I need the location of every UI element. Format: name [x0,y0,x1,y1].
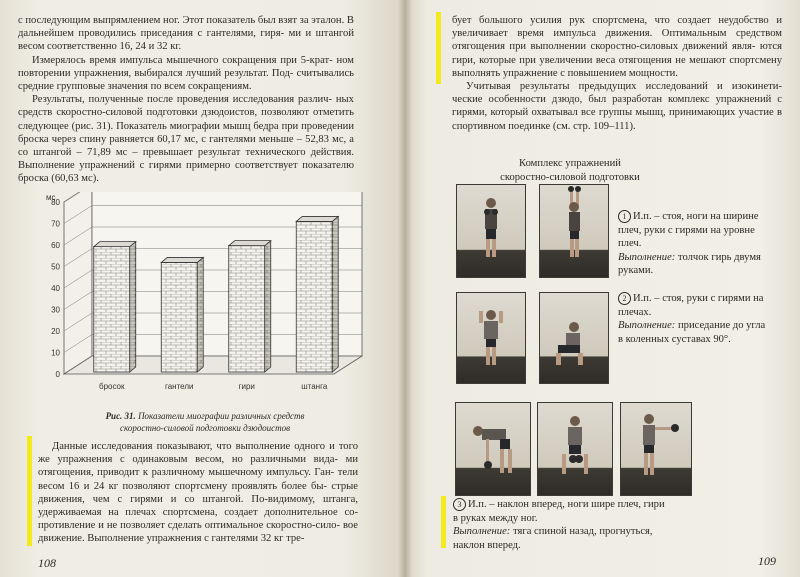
exercise-1-photo-end [539,184,609,278]
exercise-1-photo-start [456,184,526,278]
y-tick-label: 80 [51,198,60,207]
x-category-label: штанга [301,382,328,391]
y-tick-label: 60 [51,241,60,250]
exercise-complex-heading: Комплекс упражнений скоростно-силовой подготовки [500,158,640,183]
chart-bar [161,257,203,372]
myography-bar-chart [36,192,376,404]
x-category-label: бросок [98,382,125,391]
right-paragraph-2: Учитывая результаты предыдущих исследований и изокинети- ческие особенности дзюдо, был разработан комплекс упражнений с гирями, который охватывал все группы мышц, принимающих участие в спортивном поединке (см. стр. 109–111). [452,81,782,132]
y-tick-label: 10 [51,348,60,358]
exercise-2-photo-end [539,292,609,384]
y-tick-label: 50 [51,262,60,272]
y-tick-label: 70 [51,219,60,229]
exercise-2-description: 2 И.п. – стоя, руки с гирями на плечах. Выполнение: приседание до угла в коленных суставах 90°. [618,293,766,345]
right-paragraph-1: бует большого усилия рук спортсмена, что создает неудобство и увеличивает время импульса движения. Оптимальным средством отягощения при выполнении скоростно-силовых движений явля- ются гири, которые при увеличении веса отягощения не мешают спортсмену выполнять упражнение с повышением мощности. [452,15,782,79]
figure-caption: Рис. 31. Показатели миографии различных средств скоростно-силовой подготовки дзюдоистов [105,411,305,433]
y-axis-label: мс [46,193,56,202]
left-text-block-bottom [38,440,358,546]
right-text-block-top [452,14,782,133]
y-tick-label: 20 [51,327,60,336]
highlight-marker-right-bottom [441,496,446,548]
exercise-2-photo-start [456,292,526,384]
left-paragraph-3: Результаты, полученные после проведения исследования различ- ных средств скоростно-силовой подготовки дзюдоистов, позволяют отметить следующее (рис. 31). Показатель миографии мышц бедра при проведении броска через спину равняется 60,17 мс, с гантелями меньше – 52,83 мс, а со штангой – 71,89 мс – превышает результат технического действия. Выполнение упражнений с гирями примерно соответствует показателю броска (60,63 мс). [18,94,355,185]
left-paragraph-4: Данные исследования показывают, что выполнение одного и того же упражнения с одинаковым весом, но различными вида- ми отягощения, приводит к различному мышечному импульсу. Ган- тели весом 16 и 24 кг позволяют спортсмену проявлять более бы- стрые движения, чем с гирями и со штангой. По-видимому, штанга, удерживаемая на плечах спортсмена, создает дополнительное со- противление и не позволяет сделать оптимальное скоростно-сило- вое движение. Выполнение упражнения с гантелями 32 кг тре- [38,441,359,545]
exercise-3-photo-start [455,402,531,496]
exercise-3-description: 3 И.п. – наклон вперед, ноги шире плеч, гири в руках между ног. Выполнение: тяга спиной назад, прогнуться, наклон вперед. [453,499,665,551]
page-number-right: 109 [758,554,776,568]
page-number-left: 108 [38,556,56,570]
x-category-label: гири [238,382,255,391]
book-gutter [398,0,412,577]
chart-side-wall [64,192,92,374]
exercise-3-photo-end [620,402,692,496]
chart-bar [296,216,338,372]
y-tick-label: 40 [51,284,60,293]
chart-bar [229,241,271,372]
exercise-3-photo-middle [537,402,613,496]
chart-bar [94,242,136,372]
left-paragraph-1: с последующим выпрямлением ног. Этот показатель был взят за эталон. В дальнейшем проводились приседания с гантелями, гиря- ми и штангой весом соответственно 16, 24 и 32 кг. [18,15,354,53]
highlight-marker-right-top [436,12,441,84]
highlight-marker-left [27,436,32,546]
y-tick-label: 30 [51,305,60,315]
exercise-1-description: 1 И.п. – стоя, ноги на ширине плеч, руки с гирями на уровне плеч. Выполнение: толчок гирь двумя руками. [618,211,761,276]
x-category-label: гантели [164,382,194,391]
y-tick-label: 0 [55,370,60,379]
left-text-block-top [18,14,354,186]
left-paragraph-2: Измерялось время импульса мышечного сокращения при 5-крат- ном повторении упражнения, выбирался лучший результат. Под- считывались средние групповые значения по всем сокращениям. [18,54,354,93]
